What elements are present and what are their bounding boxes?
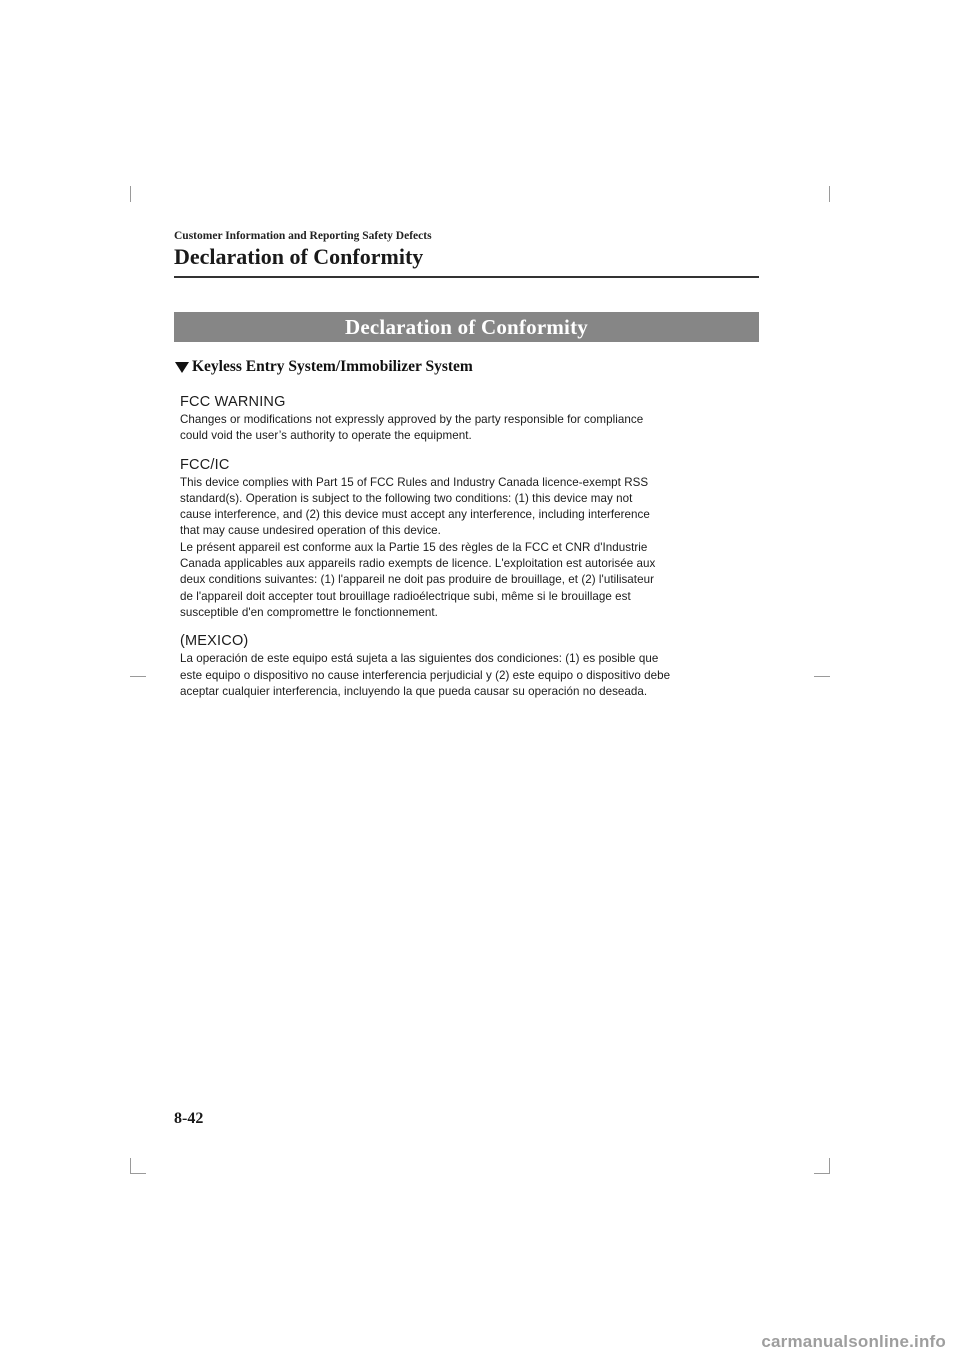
breadcrumb: Customer Information and Reporting Safety Defects [174,230,432,242]
triangle-down-icon [175,362,189,373]
notice-line: susceptible d'en compromettre le fonctionnement. [180,605,438,619]
notice-line: could void the user’s authority to operate the equipment. [180,429,472,443]
section-subheading-text: Keyless Entry System/Immobilizer System [192,358,473,375]
crop-mark [829,1158,830,1174]
section-title-bar: Declaration of Conformity [174,312,759,342]
notice-line: Le présent appareil est conforme aux la Partie 15 des règles de la FCC et CNR d'Industrie [180,540,648,554]
crop-mark [130,1173,146,1174]
mexico-heading: (MEXICO) [180,633,249,650]
page-number: 8-42 [174,1110,204,1127]
crop-mark [130,1158,131,1174]
notice-line: este equipo o dispositivo no cause interferencia perjudicial y (2) este equipo o dispositivo debe [180,668,671,682]
notice-line: deux conditions suivantes: (1) l'appareil ne doit pas produire de brouillage, et (2) l'utilisateur [180,573,654,587]
crop-mark [130,186,131,202]
regulatory-notice [180,392,755,710]
notice-line: aceptar cualquier interferencia, incluyendo la que pueda causar su operación no deseada. [180,684,648,698]
fcc-warning-block [180,392,755,445]
site-watermark[interactable]: carmanualsonline.info [761,1332,946,1351]
crop-mark [814,676,830,677]
fcc-ic-heading: FCC/IC [180,456,230,473]
section-subheading [175,358,473,376]
notice-line: Changes or modifications not expressly approved by the party responsible for compliance [180,413,644,426]
fcc-warning-heading: FCC WARNING [180,394,286,410]
notice-line: de l'appareil doit accepter tout brouillage radioélectrique subi, même si le brouillage est [180,589,631,603]
notice-line: standard(s). Operation is subject to the following two conditions: (1) this device may not [180,491,633,505]
crop-mark [130,676,146,677]
page-title: Declaration of Conformity [174,244,424,269]
fcc-ic-block [180,455,755,622]
notice-line: La operación de este equipo está sujeta a las siguientes dos condiciones: (1) es posible que [180,652,659,666]
notice-line: cause interference, and (2) this device must accept any interference, including interference [180,508,650,522]
title-divider [174,276,759,278]
notice-line: that may cause undesired operation of this device. [180,524,441,538]
crop-mark [814,1173,830,1174]
mexico-block [180,631,755,700]
notice-line: This device complies with Part 15 of FCC Rules and Industry Canada licence-exempt RSS [180,475,649,489]
notice-line: Canada applicables aux appareils radio exempts de licence. L'exploitation est autorisée aux [180,557,656,571]
crop-mark [829,186,830,202]
